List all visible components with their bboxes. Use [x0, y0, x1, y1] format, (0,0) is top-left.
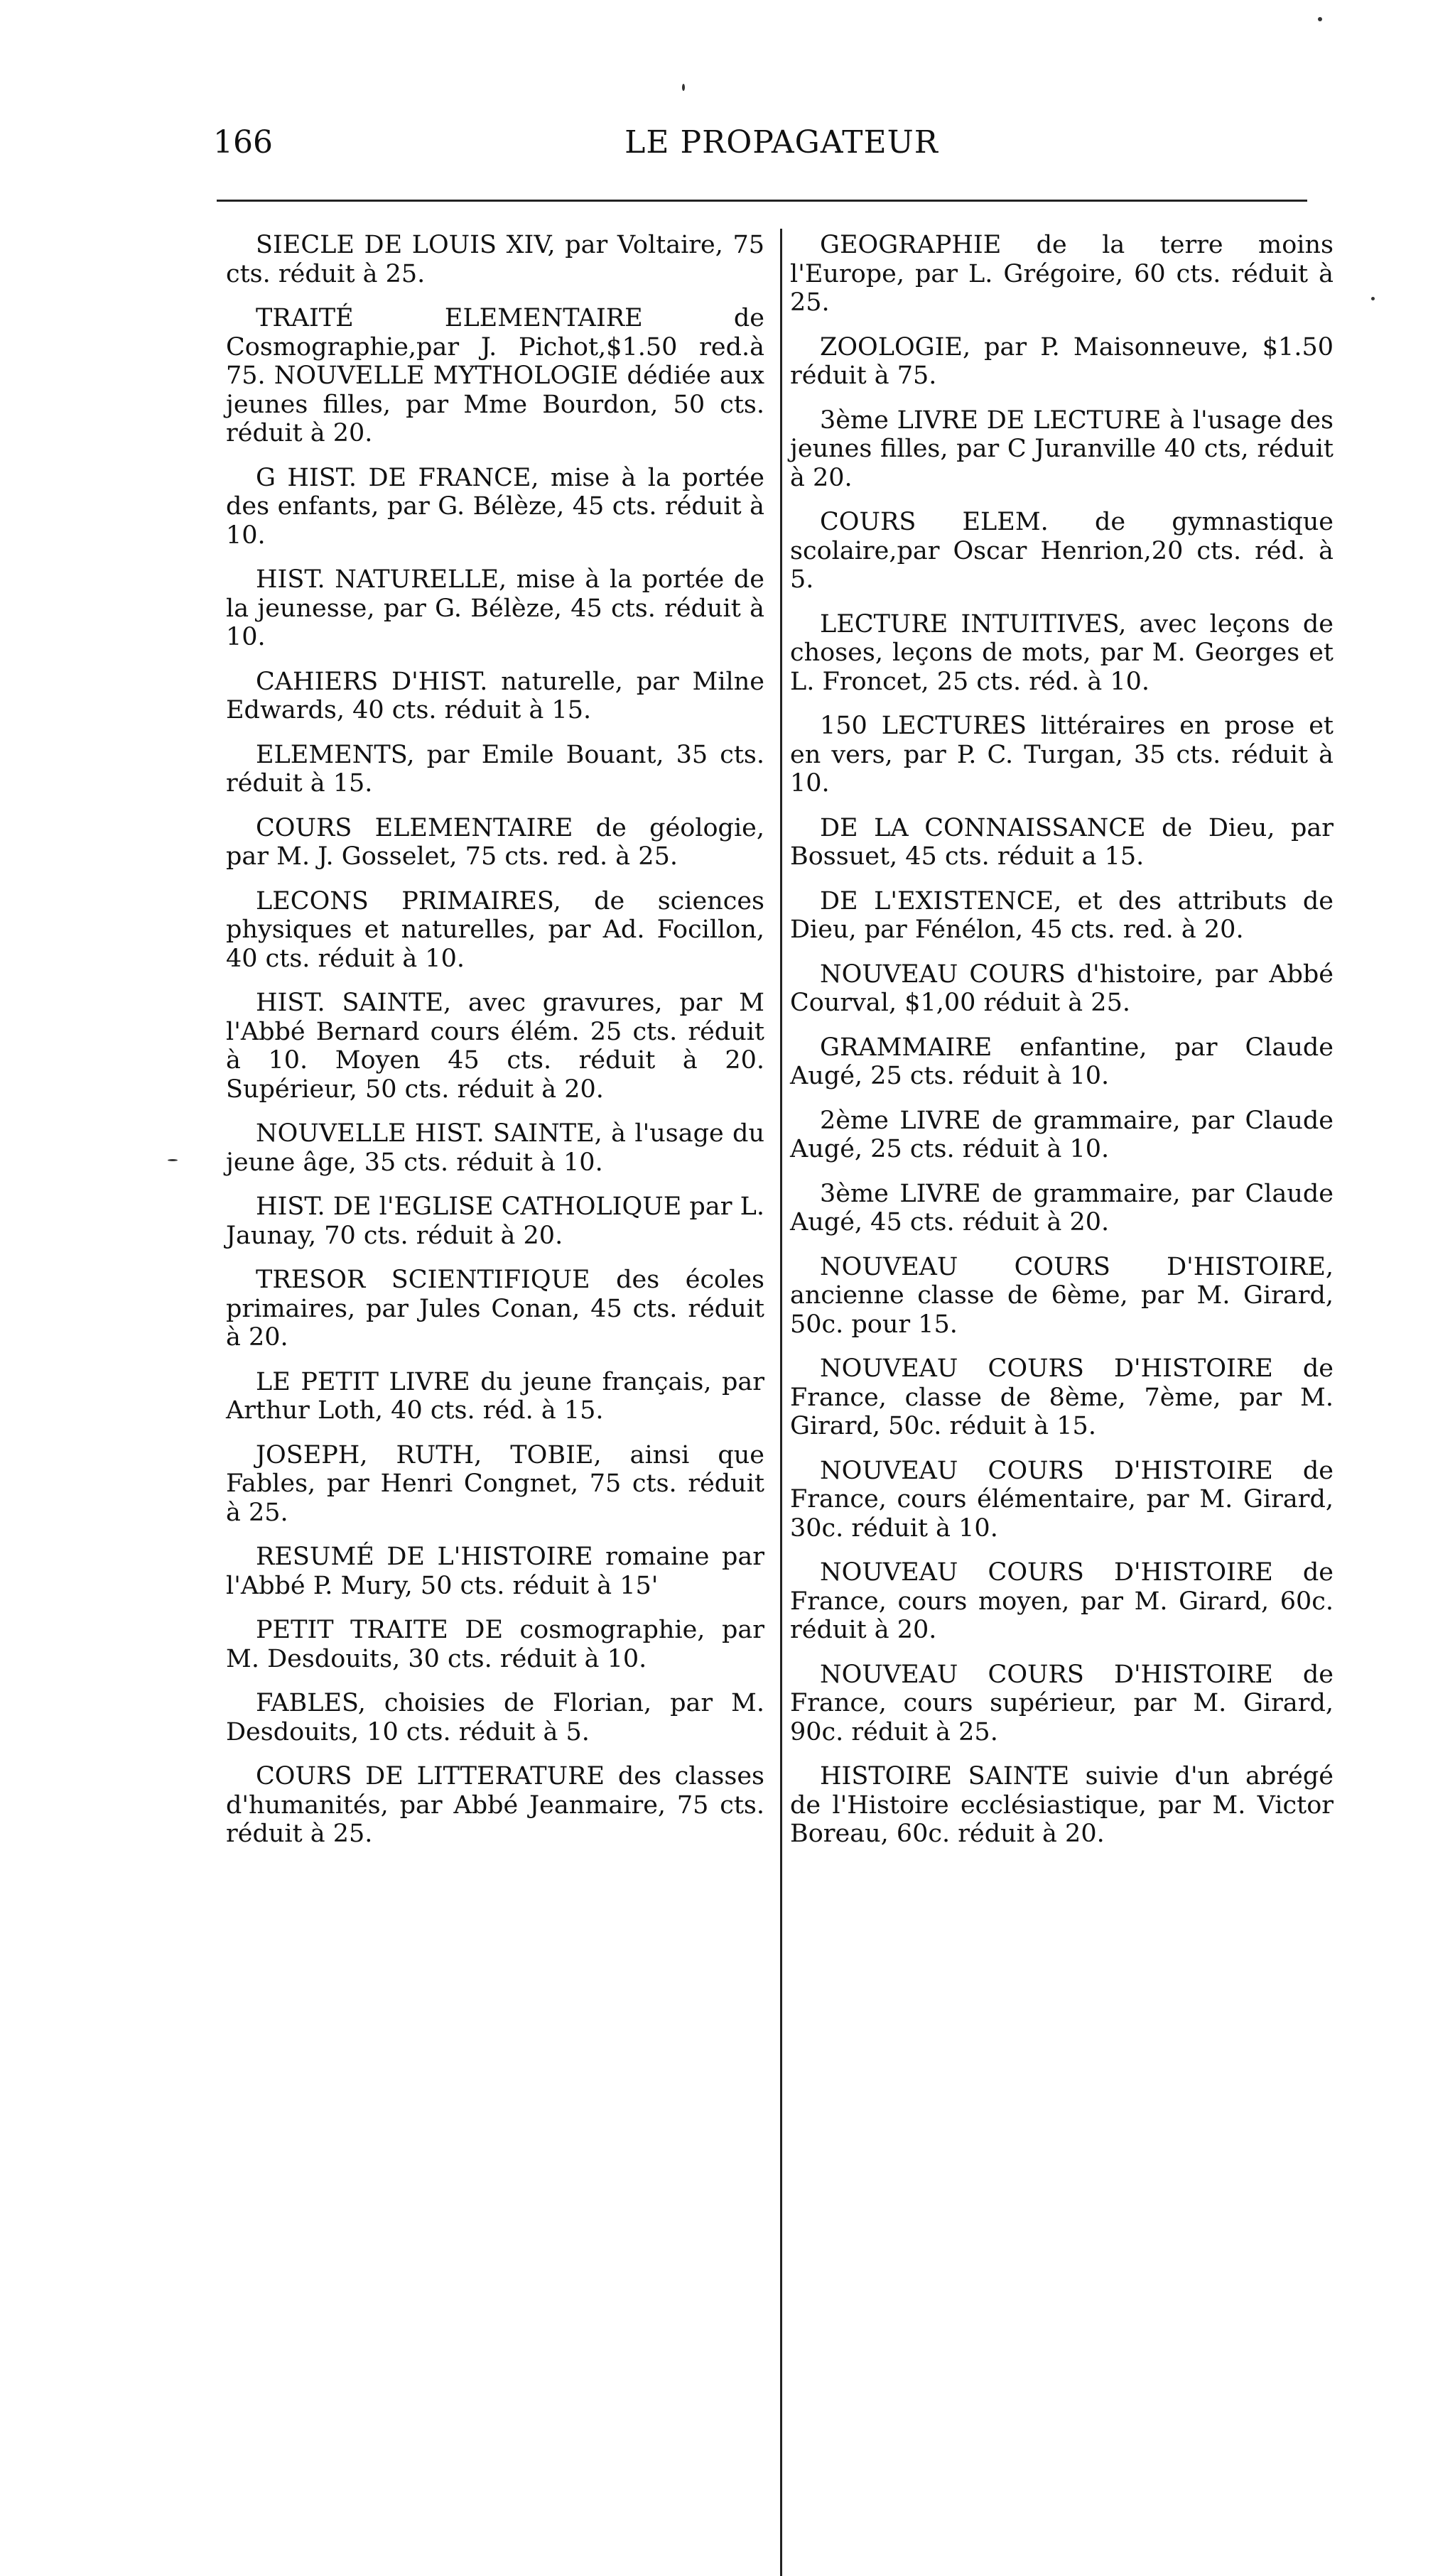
catalog-entry: NOUVEAU COURS D'HISTOIRE, ancienne classe de 6ème, par M. Girard, 50c. pour 15.	[790, 1252, 1334, 1339]
catalog-entry: 3ème LIVRE de grammaire, par Claude Augé, 45 cts. réduit à 20.	[790, 1179, 1334, 1237]
running-title: LE PROPAGATEUR	[624, 124, 939, 161]
catalog-entry: NOUVEAU COURS D'HISTOIRE de France, classe de 8ème, 7ème, par M. Girard, 50c. réduit à 15.	[790, 1354, 1334, 1440]
catalog-entry: HIST. DE l'EGLISE CATHOLIQUE par L. Jaunay, 70 cts. réduit à 20.	[226, 1192, 764, 1250]
left-column	[226, 231, 764, 1864]
catalog-entry: LECTURE INTUITIVES, avec leçons de choses, leçons de mots, par M. Georges et L. Froncet, 25 cts. réd. à 10.	[790, 609, 1334, 696]
catalog-entry: COURS ELEM. de gymnastique scolaire,par Oscar Henrion,20 cts. réd. à 5.	[790, 508, 1334, 594]
catalog-entry: NOUVEAU COURS D'HISTOIRE de France, cours supérieur, par M. Girard, 90c. réduit à 25.	[790, 1660, 1334, 1746]
catalog-entry: JOSEPH, RUTH, TOBIE, ainsi que Fables, par Henri Congnet, 75 cts. réduit à 25.	[226, 1440, 764, 1527]
catalog-entry: NOUVEAU COURS d'histoire, par Abbé Courval, $1,00 réduit à 25.	[790, 960, 1334, 1017]
catalog-entry: GRAMMAIRE enfantine, par Claude Augé, 25 cts. réduit à 10.	[790, 1033, 1334, 1090]
catalog-entry: LE PETIT LIVRE du jeune français, par Arthur Loth, 40 cts. réd. à 15.	[226, 1367, 764, 1425]
header-rule	[217, 200, 1307, 202]
catalog-entry: PETIT TRAITE DE cosmographie, par M. Desdouits, 30 cts. réduit à 10.	[226, 1616, 764, 1673]
catalog-entry: TRAITÉ ELEMENTAIRE de Cosmographie,par J. Pichot,$1.50 red.à 75. NOUVELLE MYTHOLOGIE dédiée aux jeunes filles, par Mme Bourdon, 50 cts. réduit à 20.	[226, 304, 764, 447]
catalog-entry: 3ème LIVRE DE LECTURE à l'usage des jeunes filles, par C Juranville 40 cts, réduit à 20.	[790, 406, 1334, 492]
catalog-entry: NOUVELLE HIST. SAINTE, à l'usage du jeune âge, 35 cts. réduit à 10.	[226, 1119, 764, 1177]
print-speck	[1371, 297, 1375, 300]
catalog-entry: CAHIERS D'HIST. naturelle, par Milne Edwards, 40 cts. réduit à 15.	[226, 667, 764, 724]
catalog-entry: NOUVEAU COURS D'HISTOIRE de France, cours élémentaire, par M. Girard, 30c. réduit à 10.	[790, 1456, 1334, 1543]
page-header	[213, 124, 1307, 174]
catalog-entry: FABLES, choisies de Florian, par M. Desdouits, 10 cts. réduit à 5.	[226, 1689, 764, 1746]
print-speck	[1318, 17, 1322, 21]
print-speck	[682, 84, 685, 91]
catalog-entry: HIST. NATURELLE, mise à la portée de la jeunesse, par G. Bélèze, 45 cts. réduit à 10.	[226, 565, 764, 651]
catalog-entry: COURS DE LITTERATURE des classes d'humanités, par Abbé Jeanmaire, 75 cts. réduit à 25.	[226, 1762, 764, 1848]
catalog-entry: SIECLE DE LOUIS XIV, par Voltaire, 75 cts. réduit à 25.	[226, 231, 764, 288]
catalog-entry: 2ème LIVRE de grammaire, par Claude Augé, 25 cts. réduit à 10.	[790, 1106, 1334, 1163]
catalog-entry: GEOGRAPHIE de la terre moins l'Europe, par L. Grégoire, 60 cts. réduit à 25.	[790, 231, 1334, 317]
catalog-entry: LECONS PRIMAIRES, de sciences physiques et naturelles, par Ad. Focillon, 40 cts. réduit à 10.	[226, 886, 764, 973]
catalog-entry: RESUMÉ DE L'HISTOIRE romaine par l'Abbé P. Mury, 50 cts. réduit à 15'	[226, 1543, 764, 1600]
catalog-entry: NOUVEAU COURS D'HISTOIRE de France, cours moyen, par M. Girard, 60c. réduit à 20.	[790, 1558, 1334, 1644]
catalog-entry: DE LA CONNAISSANCE de Dieu, par Bossuet, 45 cts. réduit a 15.	[790, 813, 1334, 871]
catalog-entry: G HIST. DE FRANCE, mise à la portée des enfants, par G. Bélèze, 45 cts. réduit à 10.	[226, 463, 764, 550]
catalog-entry: 150 LECTURES littéraires en prose et en vers, par P. C. Turgan, 35 cts. réduit à 10.	[790, 712, 1334, 798]
catalog-entry: DE L'EXISTENCE, et des attributs de Dieu, par Fénélon, 45 cts. red. à 20.	[790, 886, 1334, 944]
catalog-entry: ZOOLOGIE, par P. Maisonneuve, $1.50 réduit à 75.	[790, 332, 1334, 390]
print-speck	[168, 1159, 178, 1161]
page-number: 166	[213, 124, 273, 161]
catalog-entry: ELEMENTS, par Emile Bouant, 35 cts. réduit à 15.	[226, 740, 764, 798]
catalog-entry: HISTOIRE SAINTE suivie d'un abrégé de l'Histoire ecclésiastique, par M. Victor Boreau, 60c. réduit à 20.	[790, 1762, 1334, 1848]
catalog-entry: TRESOR SCIENTIFIQUE des écoles primaires, par Jules Conan, 45 cts. réduit à 20.	[226, 1266, 764, 1352]
catalog-entry: COURS ELEMENTAIRE de géologie, par M. J. Gosselet, 75 cts. red. à 25.	[226, 813, 764, 871]
right-column	[790, 231, 1334, 1864]
column-divider	[780, 229, 782, 2576]
catalog-entry: HIST. SAINTE, avec gravures, par M l'Abbé Bernard cours élém. 25 cts. réduit à 10. Moyen 45 cts. réduit à 20. Supérieur, 50 cts. réduit à 20.	[226, 989, 764, 1104]
